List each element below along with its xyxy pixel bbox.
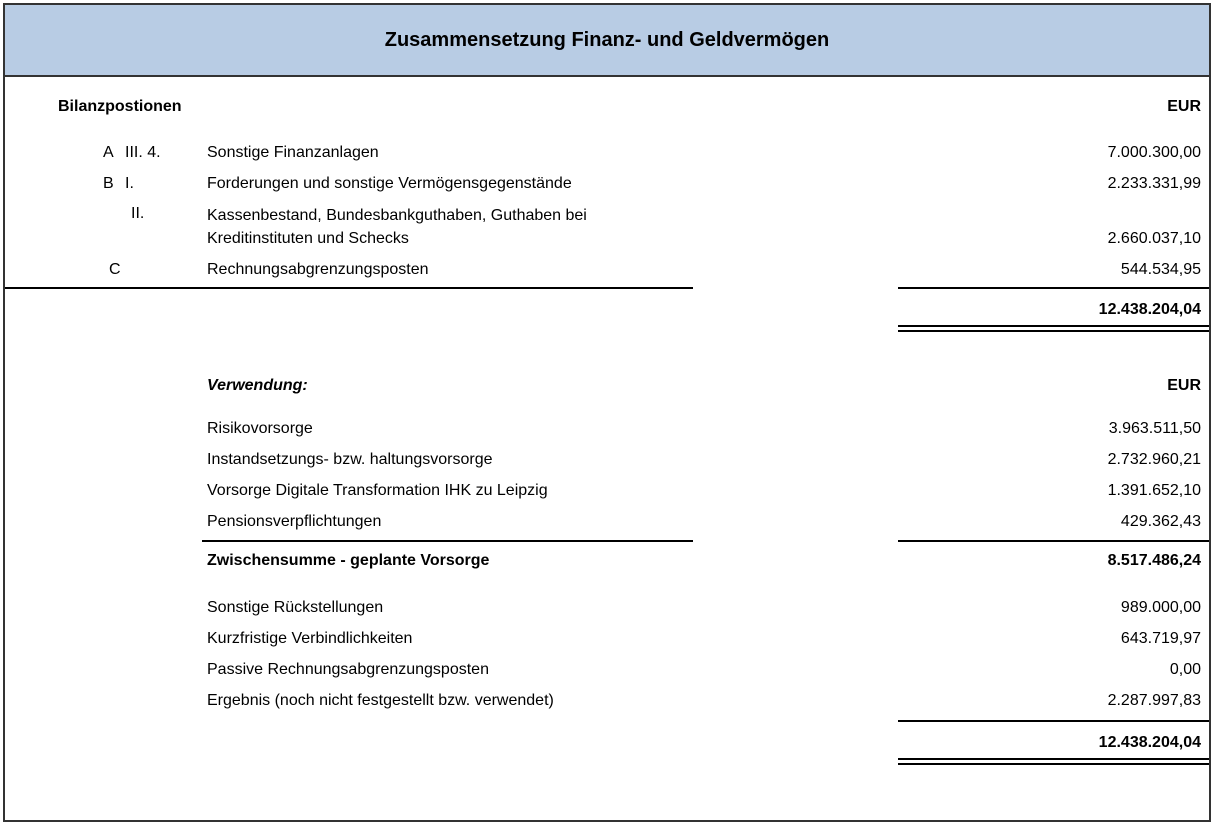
section1-total: 12.438.204,04 bbox=[1098, 301, 1201, 318]
row-label: Pensionsverpflichtungen bbox=[207, 513, 382, 530]
row-value: 2.660.037,10 bbox=[1107, 230, 1201, 247]
row-value: 2.233.331,99 bbox=[1107, 175, 1201, 192]
section2-total: 12.438.204,04 bbox=[1098, 734, 1201, 751]
row-label: Vorsorge Digitale Transformation IHK zu Leipzig bbox=[207, 482, 548, 499]
position-subcode: III. 4. bbox=[125, 144, 161, 161]
position-code: B bbox=[103, 175, 114, 192]
section1-rule-left bbox=[5, 287, 693, 289]
section2-rule-right bbox=[898, 720, 1209, 722]
report-frame bbox=[3, 3, 1211, 822]
row-value: 429.362,43 bbox=[1120, 513, 1201, 530]
section1-header-unit: EUR bbox=[1167, 98, 1201, 115]
row-value: 544.534,95 bbox=[1120, 261, 1201, 278]
row-label: Sonstige Rückstellungen bbox=[207, 599, 384, 616]
position-subcode: II. bbox=[131, 205, 145, 222]
subtotal-rule-left bbox=[202, 540, 693, 542]
row-value: 3.963.511,50 bbox=[1108, 420, 1201, 437]
position-code: A bbox=[103, 144, 114, 161]
position-code: C bbox=[109, 261, 121, 278]
row-label: Forderungen und sonstige Vermögensgegenstände bbox=[207, 175, 572, 192]
row-label: Rechnungsabgrenzungsposten bbox=[207, 261, 429, 278]
position-subcode: I. bbox=[125, 175, 134, 192]
row-value: 0,00 bbox=[1169, 661, 1201, 678]
row-label: Ergebnis (noch nicht festgestellt bzw. verwendet) bbox=[207, 692, 554, 709]
section2-header-label: Verwendung: bbox=[207, 377, 308, 394]
row-value: 989.000,00 bbox=[1120, 599, 1201, 616]
page-title: Zusammensetzung Finanz- und Geldvermögen bbox=[384, 28, 830, 51]
subtotal-rule-right bbox=[898, 540, 1209, 542]
subtotal-label: Zwischensumme - geplante Vorsorge bbox=[207, 552, 490, 569]
section2-header-unit: EUR bbox=[1167, 377, 1201, 394]
row-value: 1.391.652,10 bbox=[1107, 482, 1201, 499]
row-label: Kassenbestand, Bundesbankguthaben, Guthaben bei bbox=[207, 207, 587, 224]
section1-rule-right bbox=[898, 287, 1209, 289]
row-label: Risikovorsorge bbox=[207, 420, 313, 437]
row-value: 2.287.997,83 bbox=[1107, 692, 1201, 709]
section2-total-double-rule bbox=[898, 758, 1209, 765]
row-value: 2.732.960,21 bbox=[1107, 451, 1201, 468]
row-label: Passive Rechnungsabgrenzungsposten bbox=[207, 661, 489, 678]
row-label: Sonstige Finanzanlagen bbox=[207, 144, 379, 161]
title-bar bbox=[5, 5, 1209, 77]
row-label-continued: Kreditinstituten und Schecks bbox=[207, 230, 409, 247]
subtotal-value: 8.517.486,24 bbox=[1107, 552, 1201, 569]
row-value: 643.719,97 bbox=[1120, 630, 1201, 647]
section1-header-label: Bilanzpostionen bbox=[58, 98, 182, 115]
section1-total-double-rule bbox=[898, 325, 1209, 332]
row-label: Instandsetzungs- bzw. haltungsvorsorge bbox=[207, 451, 493, 468]
row-label: Kurzfristige Verbindlichkeiten bbox=[207, 630, 413, 647]
row-value: 7.000.300,00 bbox=[1107, 144, 1201, 161]
